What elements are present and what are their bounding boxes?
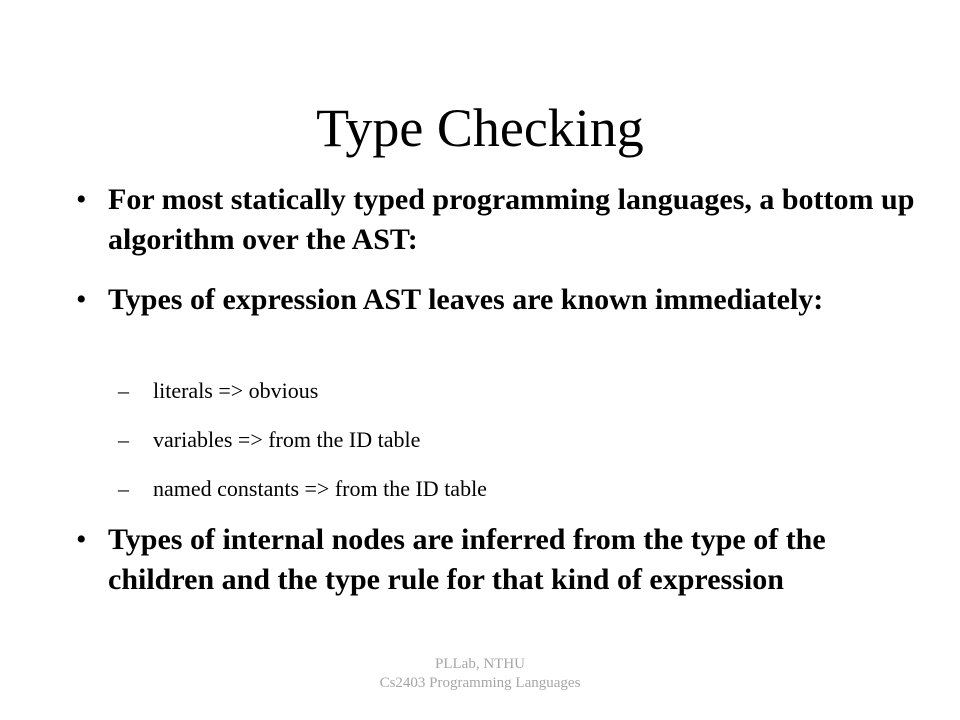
bullet-text: Types of expression AST leaves are known immediately:	[108, 283, 824, 316]
bullet-text: Types of internal nodes are inferred from the type of the children and the type rule for that kind of expression	[108, 523, 826, 596]
bullet-item	[76, 520, 926, 600]
slide-footer	[0, 655, 960, 693]
slide-title: Type Checking	[316, 98, 644, 158]
sub-bullet-text: variables => from the ID table	[153, 427, 421, 452]
dash-glyph: –	[118, 427, 129, 452]
bullet-text: For most statically typed programming languages, a bottom up algorithm over the AST:	[108, 183, 915, 256]
footer-line: Cs2403 Programming Languages	[379, 675, 581, 691]
sub-bullet-text: literals => obvious	[153, 378, 319, 403]
dash-glyph: –	[118, 378, 129, 403]
bullet-glyph: •	[76, 283, 87, 316]
sub-bullet-item	[118, 475, 898, 503]
sub-bullet-item	[118, 426, 898, 454]
sub-bullet-text: named constants => from the ID table	[153, 476, 487, 501]
bullet-glyph: •	[76, 523, 87, 556]
bullet-glyph: •	[76, 183, 87, 216]
sub-bullet-item	[118, 377, 898, 405]
bullet-item	[76, 180, 926, 260]
bullet-item	[76, 280, 926, 320]
footer-line: PLLab, NTHU	[435, 656, 525, 672]
dash-glyph: –	[118, 476, 129, 501]
